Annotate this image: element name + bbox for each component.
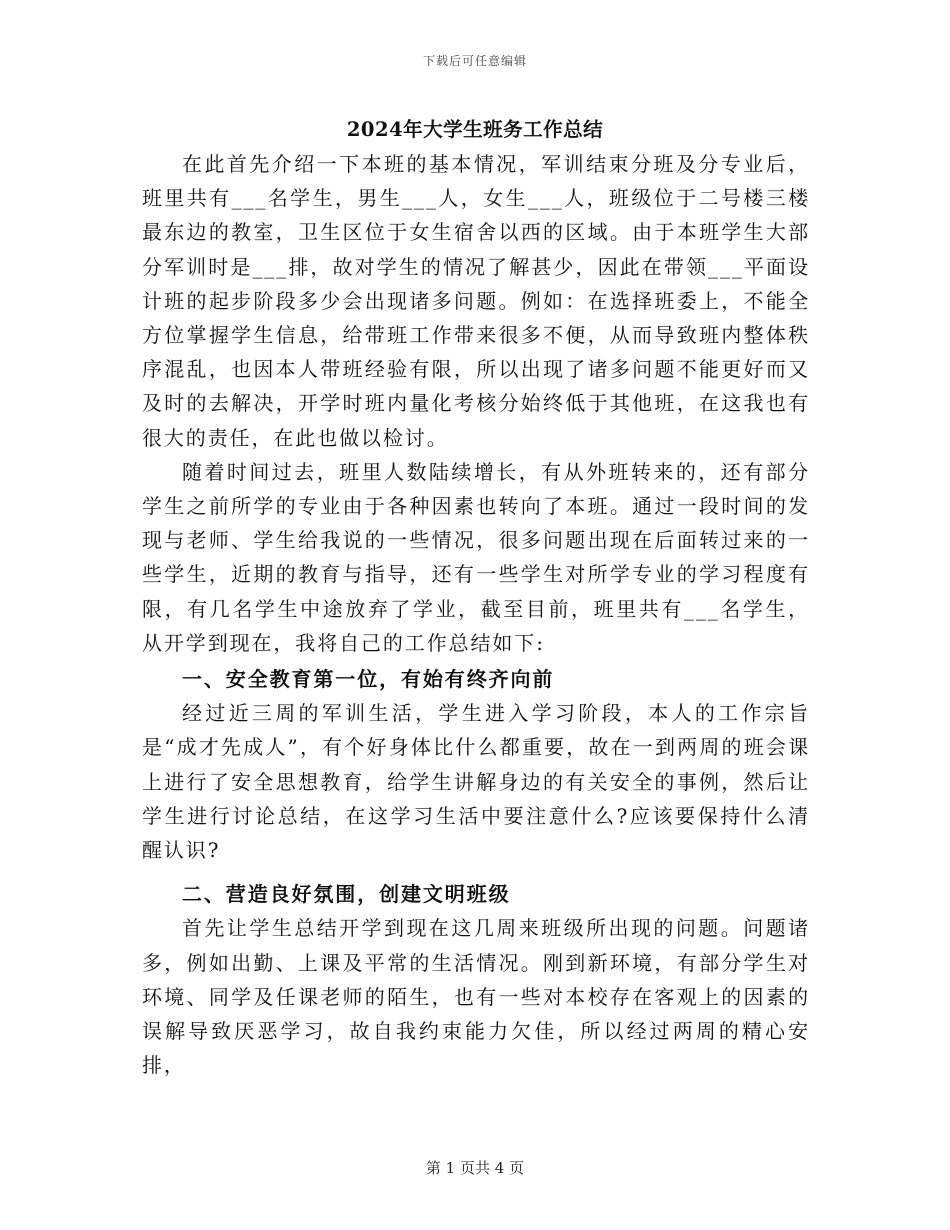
document-title: 2024年大学生班务工作总结 — [346, 118, 604, 141]
page-number-footer: 第 1 页共 4 页 — [425, 1159, 525, 1177]
page-header-note: 下载后可任意编辑 — [422, 54, 527, 68]
body-paragraph-intro: 在此首先介绍一下本班的基本情况，军训结束分班及分专业后，班里共有___名学生，男生___人，女生___人，班级位于二号楼三楼最东边的教室，卫生区位于女生宿舍以西的区域。由于本班学生大部分军训时是___排，故对学生的情况了解甚少，因此在带领___平面设计班的起步阶段多少会出现诸多问题。例如：在选择班委上，不能全方位掌握学生信息，给带班工作带来很多不便，从而导致班内整体秩序混乱，也因本人带班经验有限，所以出现了诸多问题不能更好而又及时的去解决，开学时班内量化考核分始终低于其他班，在这我也有很大的责任，在此也做以检讨。 — [142, 152, 810, 450]
section-heading-safety: 一、安全教育第一位，有始有终齐向前 — [182, 667, 555, 692]
document-body — [142, 147, 810, 1082]
body-paragraph-safety: 经过近三周的军训生活，学生进入学习阶段，本人的工作宗旨是“成才先成人”，有个好身体比什么都重要，故在一到两周的班会课上进行了安全思想教育，给学生讲解身边的有关安全的事例，然后让学生进行讨论总结，在这学习生活中要注意什么?应该要保持什么清醒认识? — [142, 701, 810, 863]
section-heading-atmosphere: 二、营造良好氛围，创建文明班级 — [182, 882, 511, 907]
body-paragraph-growth: 随着时间过去，班里人数陆续增长，有从外班转来的，还有部分学生之前所学的专业由于各种因素也转向了本班。通过一段时间的发现与老师、学生给我说的一些情况，很多问题出现在后面转过来的一些学生，近期的教育与指导，还有一些学生对所学专业的学习程度有限，有几名学生中途放弃了学业，截至目前，班里共有___名学生，从开学到现在，我将自己的工作总结如下: — [142, 459, 810, 655]
body-paragraph-atmosphere: 首先让学生总结开学到现在这几周来班级所出现的问题。问题诸多，例如出勤、上课及平常的生活情况。刚到新环境，有部分学生对环境、同学及任课老师的陌生，也有一些对本校存在客观上的因素的误解导致厌恶学习，故自我约束能力欠佳，所以经过两周的精心安排， — [142, 916, 810, 1078]
